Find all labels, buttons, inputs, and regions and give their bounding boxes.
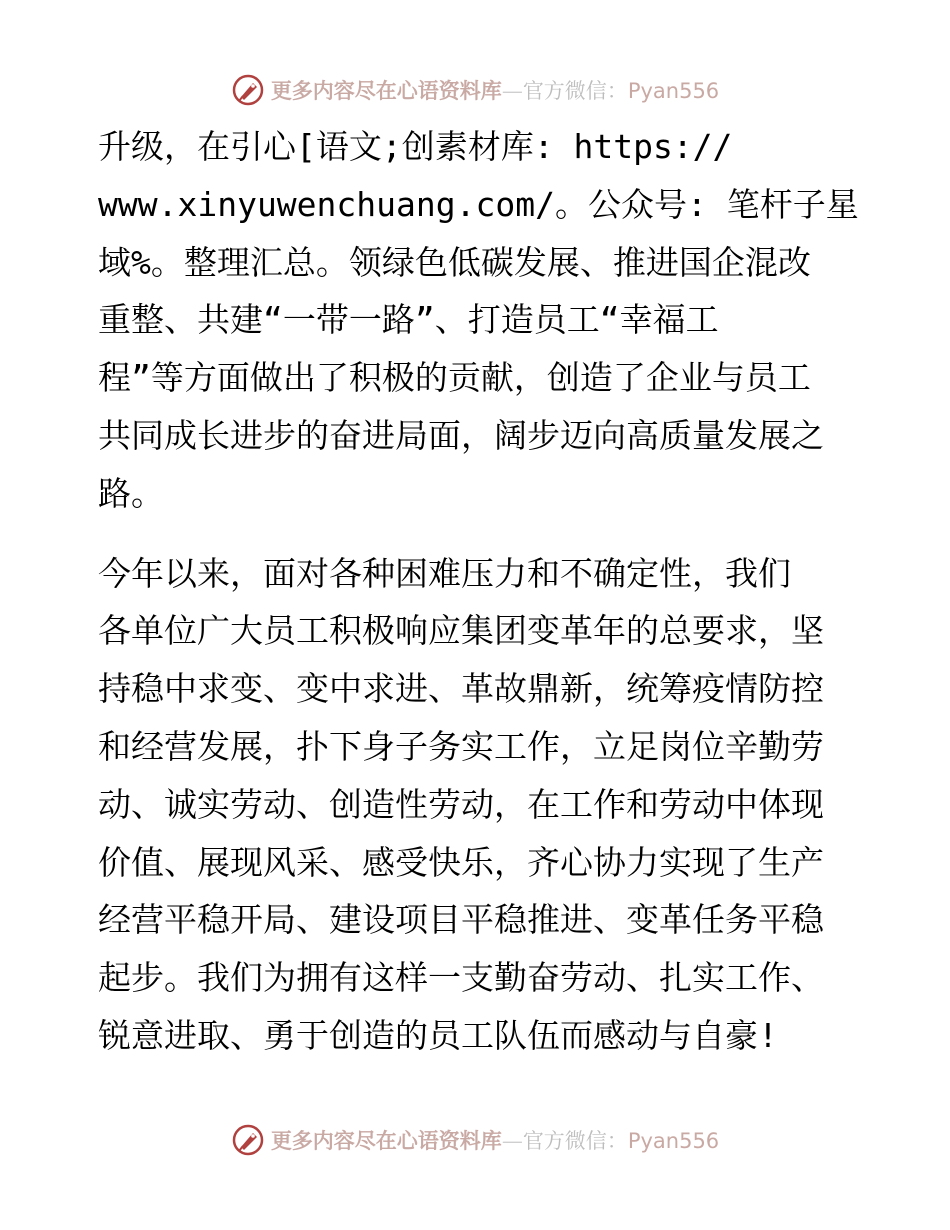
header-brand-text: 更多内容尽在心语资料库	[270, 78, 502, 103]
text-line: 各单位广大员工积极响应集团变革年的总要求，坚	[98, 611, 824, 651]
text-line: 经营平稳开局、建设项目平稳推进、变革任务平稳	[98, 900, 824, 940]
footer-dash: —	[501, 1129, 523, 1153]
header-banner	[0, 70, 950, 110]
text-line: 价值、展现风采、感受快乐，齐心协力实现了生产	[98, 842, 824, 882]
paragraph-gap	[98, 523, 858, 545]
text-line: 起步。我们为拥有这样一支勤奋劳动、扎实工作、	[98, 958, 824, 998]
header-banner-text	[271, 75, 719, 105]
header-official-label: 官方微信：	[522, 79, 628, 103]
text-line: 锐意进取、勇于创造的员工队伍而感动与自豪!	[98, 1015, 778, 1055]
header-wechat-id: Pyan556	[627, 79, 720, 103]
footer-brand-text: 更多内容尽在心语资料库	[270, 1128, 502, 1153]
paragraph-2	[98, 545, 858, 1065]
text-line: 持稳中求变、变中求进、革故鼎新，统筹疫情防控	[98, 669, 824, 709]
pen-nib-logo-icon	[231, 73, 265, 107]
paragraph-1	[98, 118, 858, 523]
text-line: 和经营发展，扑下身子务实工作，立足岗位辛勤劳	[98, 726, 824, 766]
footer-banner	[0, 1120, 950, 1160]
text-line: 动、诚实劳动、创造性劳动，在工作和劳动中体现	[98, 784, 824, 824]
footer-official-label: 官方微信：	[522, 1129, 628, 1153]
pen-nib-logo-icon	[231, 1123, 265, 1157]
text-line: 升级，在引心[语文;创素材库: https://	[98, 127, 733, 166]
text-line: 域%。整理汇总。领绿色低碳发展、推进国企混改	[98, 242, 811, 282]
document-body	[98, 118, 858, 1065]
header-dash: —	[501, 79, 523, 103]
text-line: 重整、共建“一带一路”、打造员工“幸福工	[98, 300, 719, 340]
text-line: 路。	[98, 473, 164, 513]
footer-wechat-id: Pyan556	[627, 1129, 720, 1153]
footer-banner-text	[271, 1125, 719, 1155]
text-line: 共同成长进步的奋进局面，阔步迈向高质量发展之	[98, 415, 824, 455]
text-line: 今年以来，面对各种困难压力和不确定性，我们	[98, 553, 791, 593]
text-line: 程”等方面做出了积极的贡献，创造了企业与员工	[98, 358, 811, 398]
text-line: www.xinyuwenchuang.com/。公众号: 笔杆子星	[98, 184, 859, 224]
